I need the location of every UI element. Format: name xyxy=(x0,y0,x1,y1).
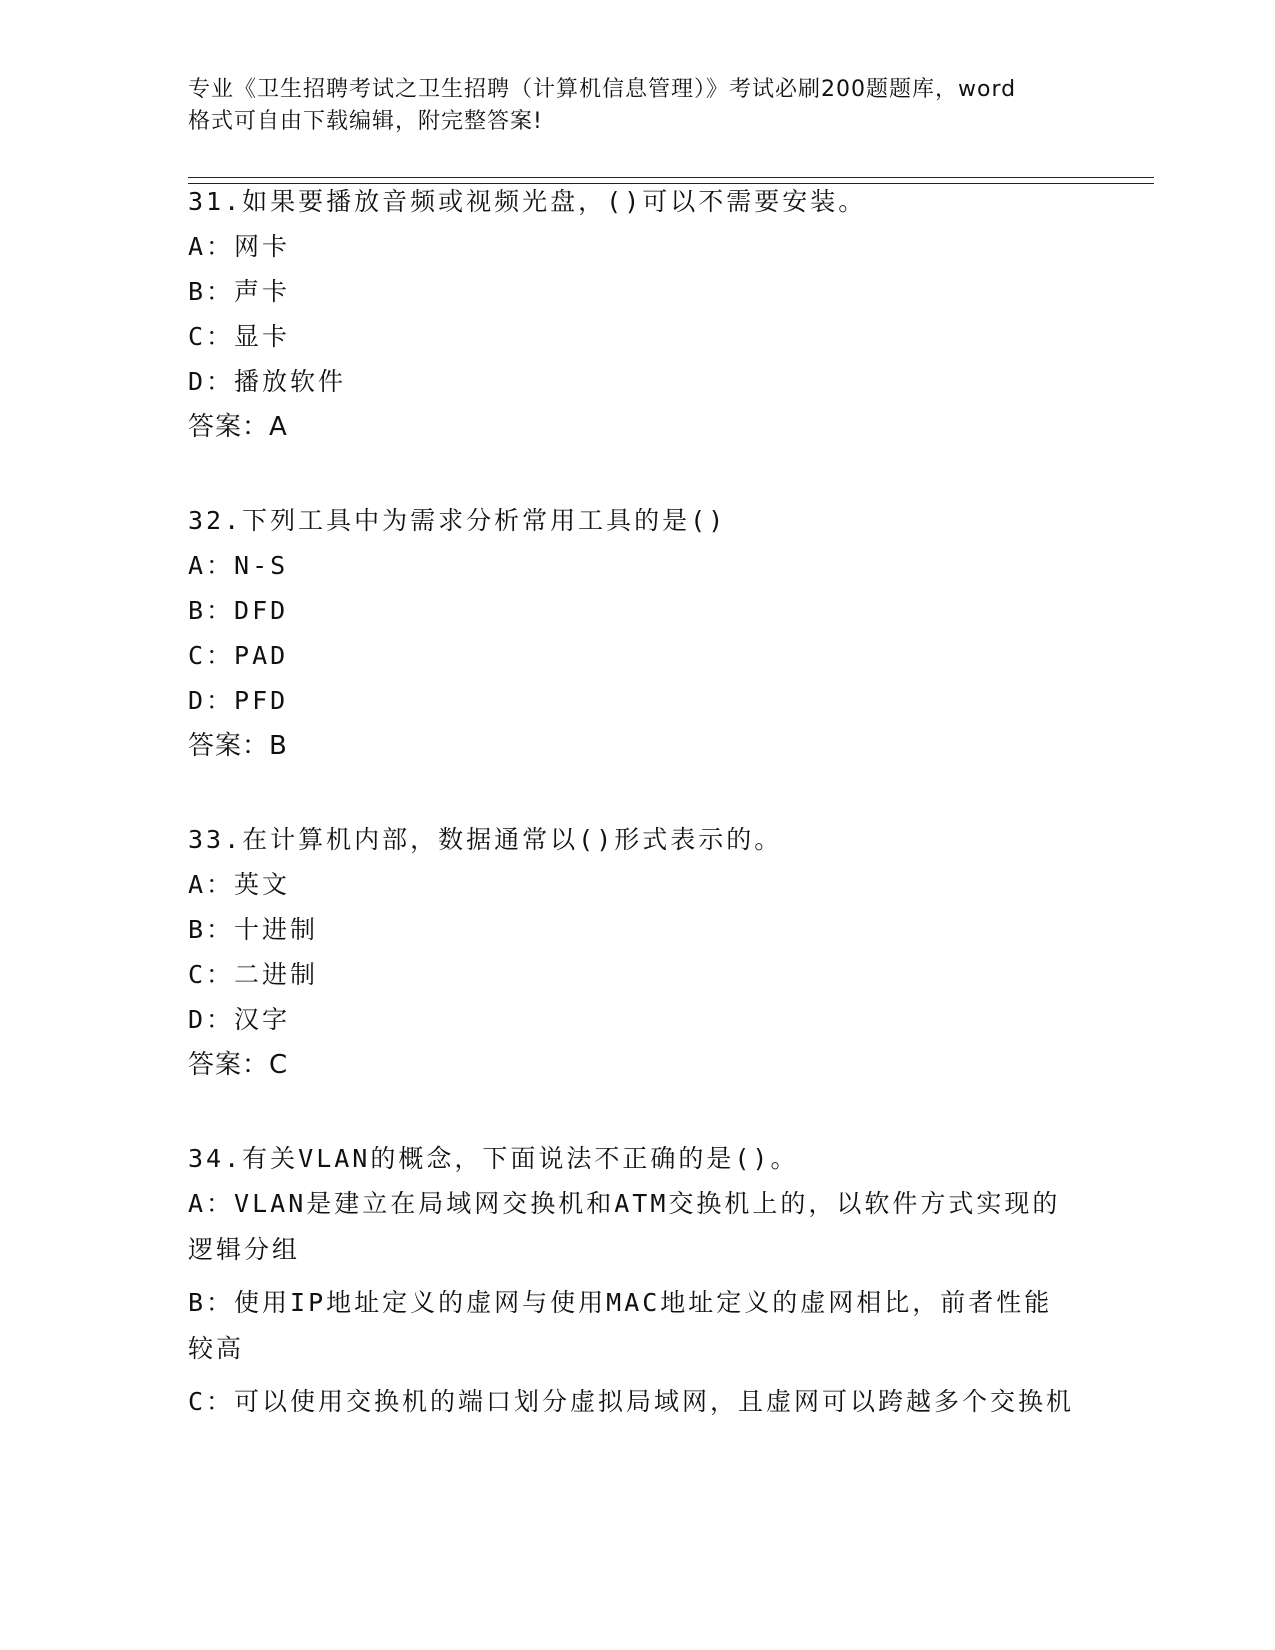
option-a: A：VLAN是建立在局域网交换机和ATM交换机上的，以软件方式实现的逻辑分组 xyxy=(188,1189,1061,1264)
answer: 答案：A xyxy=(188,412,288,442)
option-a: A：英文 xyxy=(188,870,291,899)
option-c: C：可以使用交换机的端口划分虚拟局域网，且虚网可以跨越多个交换机 xyxy=(188,1387,1075,1416)
option-b: B：使用IP地址定义的虚网与使用MAC地址定义的虚网相比，前者性能较高 xyxy=(188,1288,1053,1363)
option-a: A：网卡 xyxy=(188,232,291,261)
question-33 xyxy=(188,825,1088,1095)
option-c: C：显卡 xyxy=(188,322,291,351)
option-a: A：N-S xyxy=(188,551,289,580)
header-divider-bottom xyxy=(188,183,1154,184)
question-32 xyxy=(188,506,1088,776)
header-line-2: 格式可自由下载编辑，附完整答案! xyxy=(188,109,543,134)
question-stem: 34.有关VLAN的概念，下面说法不正确的是()。 xyxy=(188,1144,799,1173)
option-b: B：DFD xyxy=(188,596,289,625)
header-line-1: 专业《卫生招聘考试之卫生招聘（计算机信息管理）》考试必刷200题题库，word xyxy=(188,77,1017,102)
answer: 答案：C xyxy=(188,1050,289,1080)
header-divider-top xyxy=(188,177,1154,178)
document-header xyxy=(188,74,1088,138)
question-stem: 32.下列工具中为需求分析常用工具的是() xyxy=(188,506,727,535)
option-d: D：PFD xyxy=(188,686,289,715)
question-stem: 31.如果要播放音频或视频光盘，()可以不需要安装。 xyxy=(188,187,867,216)
question-stem: 33.在计算机内部，数据通常以()形式表示的。 xyxy=(188,825,783,854)
option-b: B：十进制 xyxy=(188,915,319,944)
question-31 xyxy=(188,187,1088,457)
option-c: C：二进制 xyxy=(188,960,319,989)
question-34 xyxy=(188,1144,1078,1440)
answer: 答案：B xyxy=(188,731,288,761)
option-d: D：汉字 xyxy=(188,1005,291,1034)
option-d: D：播放软件 xyxy=(188,367,347,396)
option-b: B：声卡 xyxy=(188,277,291,306)
option-c: C：PAD xyxy=(188,641,289,670)
